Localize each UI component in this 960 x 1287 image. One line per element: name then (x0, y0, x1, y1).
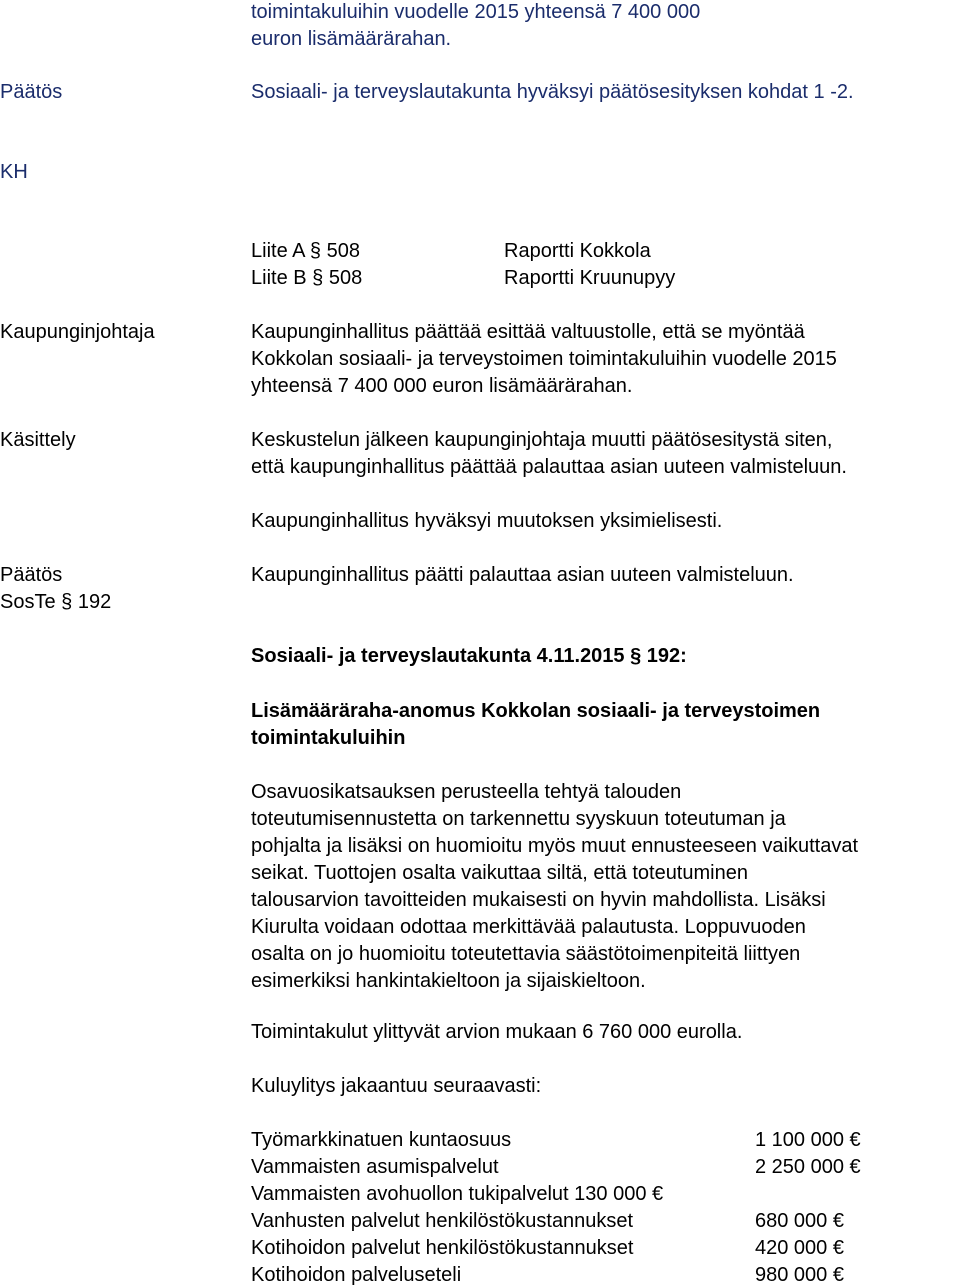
attachment-title: Raportti Kokkola (504, 240, 651, 262)
breakdown-amount: 980 000 € (755, 1264, 844, 1286)
breakdown-item: Vammaisten asumispalvelut (251, 1156, 499, 1178)
section-title: Lisämääräraha-anomus Kokkolan sosiaali- ja terveystoimen (251, 700, 821, 722)
handling-line: että kaupunginhallitus päättää palauttaa asian uuteen valmisteluun. (251, 456, 847, 478)
breakdown-item: Kotihoidon palvelut henkilöstökustannukset (251, 1237, 634, 1259)
handling-label: Käsittely (0, 429, 76, 451)
breakdown-item: Vammaisten avohuollon tukipalvelut 130 000 € (251, 1183, 664, 1205)
mayor-proposal-line: yhteensä 7 400 000 euron lisämäärärahan. (251, 375, 633, 397)
decision-label: Päätös (0, 81, 63, 103)
body-line: osalta on jo huomioitu toteutettavia säästötoimenpiteitä liittyen (251, 943, 801, 965)
mayor-label: Kaupunginjohtaja (0, 321, 155, 343)
continued-text-line: toimintakuluihin vuodelle 2015 yhteensä 7 400 000 (251, 1, 701, 23)
body-line: esimerkiksi hankintakieltoon ja sijaiskieltoon. (251, 970, 646, 992)
body-line: Osavuosikatsauksen perusteella tehtyä talouden (251, 781, 682, 803)
handling-approved: Kaupunginhallitus hyväksyi muutoksen yksimielisesti. (251, 510, 723, 532)
breakdown-amount: 420 000 € (755, 1237, 844, 1259)
mayor-proposal-line: Kokkolan sosiaali- ja terveystoimen toimintakuluihin vuodelle 2015 (251, 348, 837, 370)
breakdown-item: Työmarkkinatuen kuntaosuus (251, 1129, 512, 1151)
attachment-name: Liite A § 508 (251, 240, 360, 262)
body-line: seikat. Tuottojen osalta vaikuttaa siltä, että toteutuminen (251, 862, 748, 884)
decision-text: Sosiaali- ja terveyslautakunta hyväksyi päätösesityksen kohdat 1 -2. (251, 81, 854, 103)
decision-ref: SosTe § 192 (0, 591, 112, 613)
breakdown-amount: 1 100 000 € (755, 1129, 861, 1151)
body-line: toteutumisennustetta on tarkennettu syyskuun toteutuman ja (251, 808, 786, 830)
decision-text: Kaupunginhallitus päätti palauttaa asian uuteen valmisteluun. (251, 564, 794, 586)
attachment-name: Liite B § 508 (251, 267, 363, 289)
breakdown-amount: 2 250 000 € (755, 1156, 861, 1178)
breakdown-amount: 680 000 € (755, 1210, 844, 1232)
kh-label: KH (0, 161, 28, 183)
breakdown-item: Vanhusten palvelut henkilöstökustannukset (251, 1210, 634, 1232)
breakdown-item: Kotihoidon palveluseteli (251, 1264, 462, 1286)
attachment-title: Raportti Kruunupyy (504, 267, 676, 289)
body-line: Kiurulta voidaan odottaa merkittävää palautusta. Loppuvuoden (251, 916, 806, 938)
handling-line: Keskustelun jälkeen kaupunginjohtaja muutti päätösesitystä siten, (251, 429, 833, 451)
exceed-text: Toimintakulut ylittyvät arvion mukaan 6 760 000 eurolla. (251, 1021, 743, 1043)
section-heading: Sosiaali- ja terveyslautakunta 4.11.2015 § 192: (251, 645, 687, 667)
body-line: talousarvion tavoitteiden mukaisesti on hyvin mahdollista. Lisäksi (251, 889, 826, 911)
breakdown-intro: Kuluylitys jakaantuu seuraavasti: (251, 1075, 542, 1097)
body-line: pohjalta ja lisäksi on huomioitu myös muut ennusteeseen vaikuttavat (251, 835, 859, 857)
continued-text-line: euron lisämäärärahan. (251, 28, 452, 50)
section-title: toimintakuluihin (251, 727, 406, 749)
decision-label: Päätös (0, 564, 63, 586)
mayor-proposal-line: Kaupunginhallitus päättää esittää valtuustolle, että se myöntää (251, 321, 805, 343)
